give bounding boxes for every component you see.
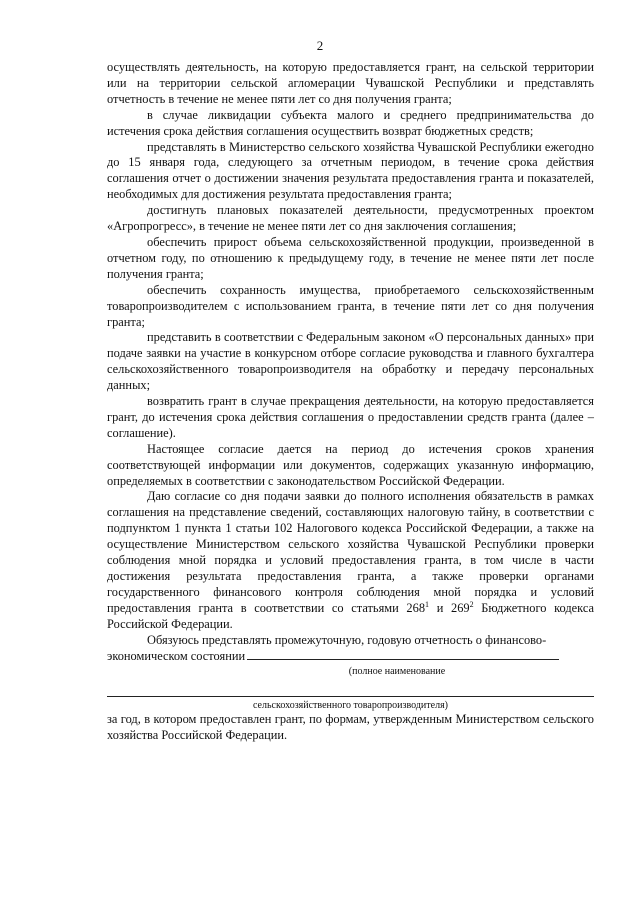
paragraph: представлять в Министерство сельского хозяйства Чувашской Республики ежегодно до 15 января года, следующего за отчетным периодом, в течение срока действия соглашения отчет о достижении значения результата предоставления гранта и показателей, необходимых для достижения результата предоставления гранта;: [107, 139, 594, 202]
paragraph: обеспечить сохранность имущества, приобретаемого сельскохозяйственным товаропроизводителем с использованием гранта, в течение пяти лет со дня получения гранта;: [107, 282, 594, 329]
paragraph: возвратить грант в случае прекращения деятельности, на которую предоставляется грант, до истечения срока действия соглашения о предоставлении средств гранта (далее – соглашение).: [107, 394, 594, 440]
paragraph: представить в соответствии с Федеральным законом «О персональных данных» при подаче заявки на участие в конкурсном отборе согласие руководства и главного бухгалтера сельскохозяйственного товаропроизводителя на обработку и передачу персональных данных;: [107, 330, 594, 393]
paragraph: обеспечить прирост объема сельскохозяйственной продукции, произведенной в отчетном году, по отношению к предыдущему году, в течение не менее пяти лет после получения гранта;: [107, 234, 594, 281]
paragraph: в случае ликвидации субъекта малого и среднего предпринимательства до истечения срока действия соглашения осуществить возврат бюджетных средств;: [107, 107, 594, 138]
paragraph: за год, в котором предоставлен грант, по формам, утвержденным Министерством сельского хозяйства Российской Федерации.: [107, 712, 594, 743]
consent-text-mid: и 269: [429, 600, 470, 615]
field-caption: (полное наименование: [348, 666, 446, 678]
consent-paragraph: [107, 489, 594, 632]
superscript: 2: [469, 599, 474, 609]
consent-text: Даю согласие со дня подачи заявки до полного исполнения обязательств в рамках соглашения на представление сведений, составляющих налоговую тайну, в соответствии с подпунктом 1 пункта 1 статьи 102 Налогового кодекса Российской Федерации, а также на осуществление Министерством сельского хозяйства Чувашской Республики проверки соблюдения мной порядка и условий предоставления гранта, в том числе в части достижения результата предоставления гранта, а также проверки органами государственного финансового контроля соблюдения мной порядка и условий предоставления гранта в соответствии со статьями 268: [107, 489, 594, 615]
document-body: [107, 60, 594, 744]
obligation-text: Обязуюсь представлять промежуточную, годовую отчетность о финансово-экономическом состоянии: [107, 632, 547, 663]
paragraph: достигнуть плановых показателей деятельности, предусмотренных проектом «Агропрогресс», в течение не менее пяти лет со дня заключения соглашения;: [107, 203, 594, 234]
consent-text-end: Бюджетного кодекса Российской Федерации.: [107, 600, 594, 631]
paragraph: Настоящее согласие дается на период до истечения сроков хранения соответствующей информации или документов, содержащих указанную информацию, определяемых в соответствии с законодательством Российской Федерации.: [107, 441, 594, 488]
field-caption: сельскохозяйственного товаропроизводителя): [252, 700, 449, 712]
page-number: 2: [316, 38, 324, 53]
superscript: 1: [425, 599, 430, 609]
obligation-paragraph: [107, 633, 594, 665]
paragraph: осуществлять деятельность, на которую предоставляется грант, на сельской территории или на территории сельской агломерации Чувашской Республики и представлять отчетность в течение не менее пяти лет со дня получения гранта;: [107, 60, 594, 106]
blank-fill-line: [247, 649, 559, 660]
blank-fill-line: [107, 678, 594, 697]
